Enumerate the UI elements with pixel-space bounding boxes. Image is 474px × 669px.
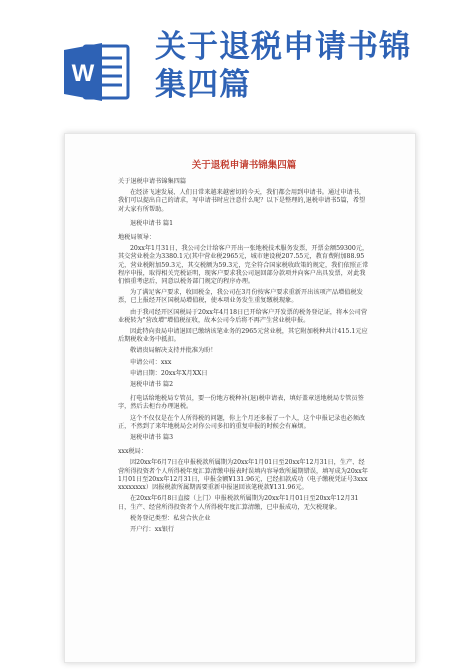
document-paragraphs xyxy=(118,178,370,534)
document-paragraph: 退税申请书 篇3 xyxy=(130,434,174,442)
page-title-line2: 集四篇 xyxy=(155,67,251,103)
document-paragraph: 在20xx年6月8日直接（上门）申报税款所属期为20xx年1月01日至20xx年12月31日，生产、经营所得投资者个人所得税年度汇算清缴，已申报成功，无欠税现象。 xyxy=(118,495,359,511)
document-paragraph: 因此特向贵局申请退回已缴纳该笔业务的2965元营业税，其它附加税种共计415.1元应后期税收业务中抵扣。 xyxy=(118,328,368,344)
page-title xyxy=(155,28,465,104)
document-paragraph: 地税局领导： xyxy=(118,234,156,242)
document-paragraph: 在经济飞速发展、人们日常来越来越密切的今天，我们都会用到申请书。通过申请书，我们可以提出自己的请求，写申请书时应注意什么呢？以下是整理的,退税申请书5篇，希望对大家有所帮助。 xyxy=(118,189,366,213)
document-body xyxy=(118,158,370,537)
document-paragraph: 因20xx年6月7日在申报税款所属期为20xx年1月01日至20xx年12月31日，生产、经营所得投资者个人所得税年度汇算清缴申报表时误填内容导致所属期错误，填写成为20xx年1月01日至20xx年12月31日，申报金额¥131.96元，已经扣款成功（电子缴税凭证号3xxxxxxxxxxx）因报税款所属期需要重新申报退回该笔税款¥131.96元。 xyxy=(118,459,368,492)
document-paragraph: 这个不仅仅是在个人所得税的问题，你上个月还多报了一个人，这个申报记录也必须改正，不然到了来年地税局会对你公司多扣的重复申报的时候会有麻烦。 xyxy=(118,414,366,430)
word-icon-letter: W xyxy=(71,60,95,87)
document-paragraph: 关于退税申请书锦集四篇 xyxy=(118,178,187,185)
document-paragraph: xxx税局： xyxy=(118,448,148,456)
document-paragraph: 申请日期：20xx年X月XX日 xyxy=(130,369,208,377)
document-paragraph: 为了满足客户要求，收回税金，我公司在3月份按客户要求重新开出该项产品增值税发票，已上报经开区国税局增值税，使本项业务发生重复缴税现象。 xyxy=(118,289,363,305)
document-paragraph: 税务登记类型：私营合伙企业 xyxy=(130,514,211,522)
word-document-icon xyxy=(62,40,132,104)
document-paragraph: 打电话给地税局专管员，要一份地方税种补(退)税申请表，填好盖章送地税局专管员签字，然后去柜台办理退税。 xyxy=(118,395,364,411)
header-banner xyxy=(0,0,474,135)
document-paragraph: 由于我司经开区国税局于20xx年4月18日已开给客户开发票的税务登记证，将本公司营业税转为"营改增"增值税征收，故本公司今后将不再产生营业税申报。 xyxy=(118,308,368,324)
document-paragraph: 退税申请书 篇2 xyxy=(130,381,174,389)
document-paragraph: 申请公司：xxx xyxy=(130,358,172,366)
document-paragraph: 开户行：xx银行 xyxy=(130,525,175,533)
document-title: 关于退税申请书锦集四篇 xyxy=(191,160,297,171)
document-paragraph: 敬请贵局解决支持并批准为盼！ xyxy=(130,347,217,355)
page-title-line1: 关于退税申请书锦 xyxy=(155,29,411,65)
document-paragraph: 退税申请书 篇1 xyxy=(130,219,174,227)
document-paragraph: 20xx年1月31日，我公司会计给客户开出一张地税技术服务发票，开票金额59300元，其交营业税金为3380.1元(其中营业税2965元，城市建设税207.55元，教育费附加88.95元，营业税附加59.3元，其交税额为59.3元，完全符合国家税收政策的规定，我们依照正常程序申报，取得相关完税证明，现客户要求我公司退回部分款项并向客户出具发票，对此我们慎重考虑后，同意以税务部门规定的程序办理。 xyxy=(118,245,369,286)
